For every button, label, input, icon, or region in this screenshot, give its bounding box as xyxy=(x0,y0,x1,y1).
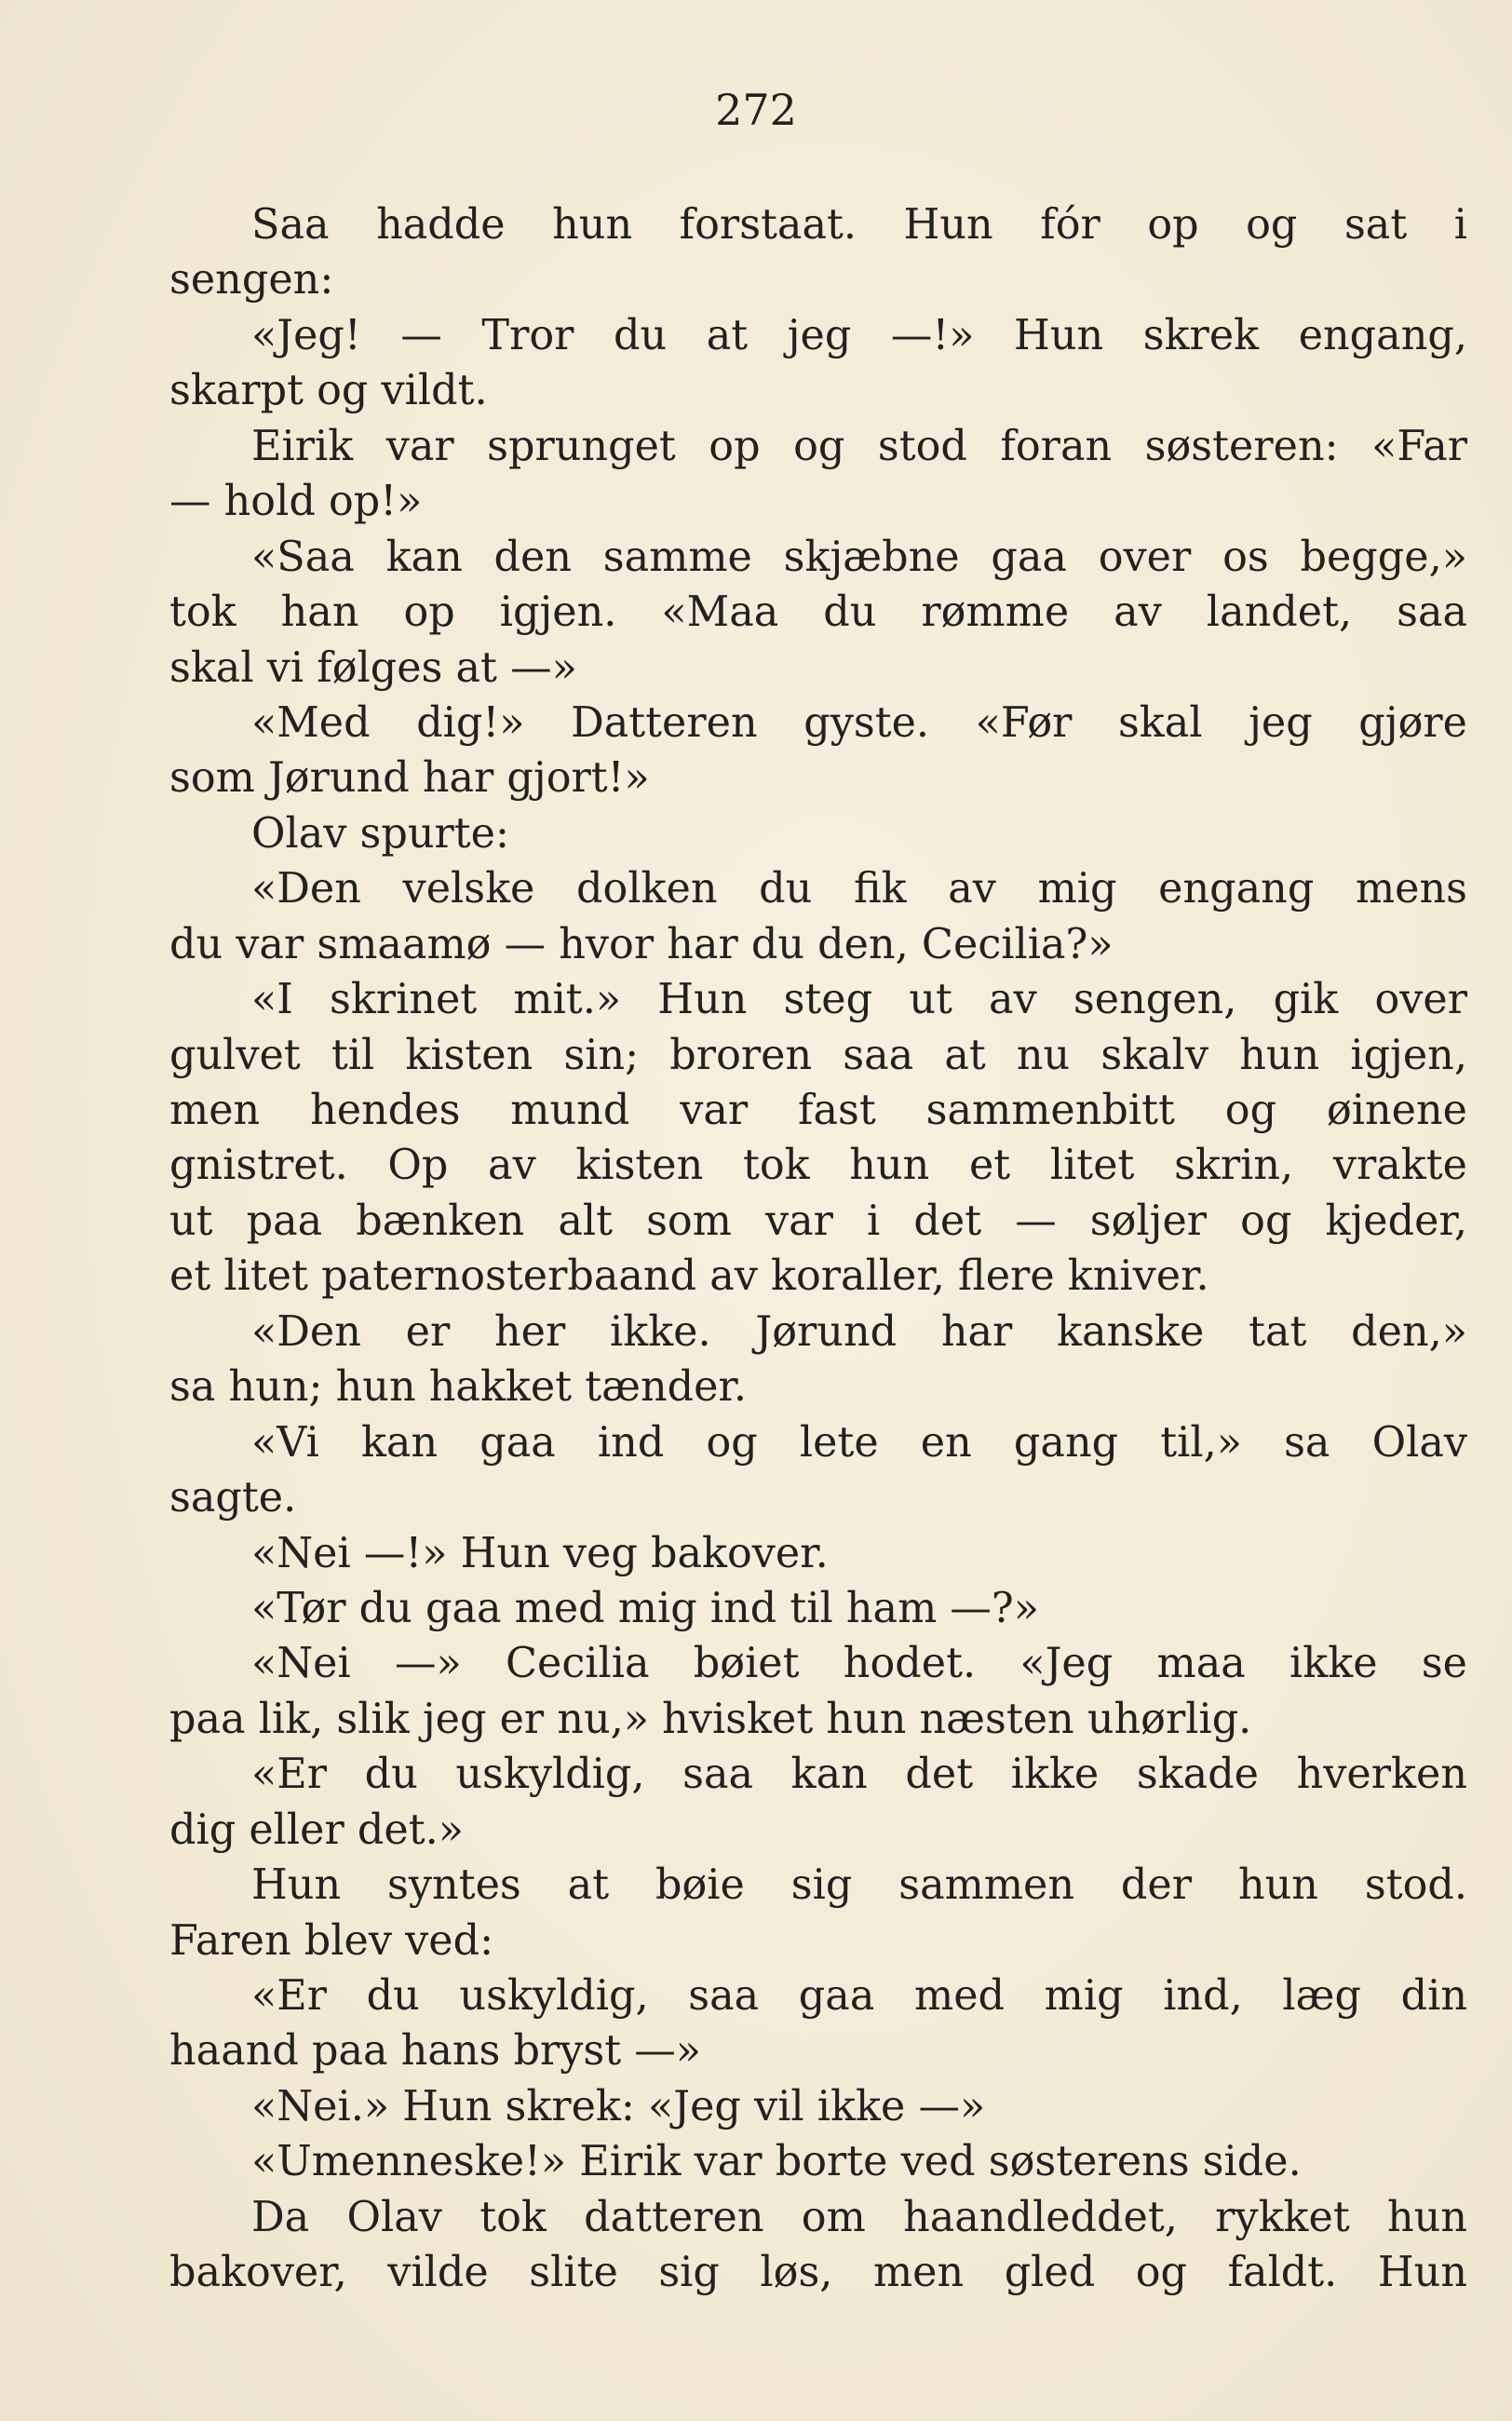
text-line: — hold op!» xyxy=(169,478,423,526)
text-line: dig eller det.» xyxy=(169,1806,464,1854)
text-line: skal vi følges at —» xyxy=(169,643,577,692)
body-text xyxy=(169,197,1467,2301)
text-line: et litet paternosterbaand av koraller, flere kniver. xyxy=(169,1252,1209,1301)
text-line: sagte. xyxy=(169,1474,297,1522)
text-line: haand paa hans bryst —» xyxy=(169,2027,702,2076)
text-line: «Er du uskyldig, saa gaa med mig ind, læg din xyxy=(251,1972,1467,2020)
text-line: «Med dig!» Datteren gyste. «Før skal jeg gjøre xyxy=(251,698,1467,747)
text-line: Hun syntes at bøie sig sammen der hun stod. xyxy=(251,1861,1467,1910)
text-line: «Nei —!» Hun veg bakover. xyxy=(251,1529,829,1577)
text-line: «Nei —» Cecilia bøiet hodet. «Jeg maa ikke se xyxy=(251,1640,1467,1688)
text-line: «Umenneske!» Eirik var borte ved søsterens side. xyxy=(251,2138,1302,2186)
text-line: «Saa kan den samme skjæbne gaa over os begge,» xyxy=(251,533,1467,581)
text-line: som Jørund har gjort!» xyxy=(169,754,650,803)
text-line: bakover, vilde slite sig løs, men gled og faldt. Hun xyxy=(169,2249,1467,2297)
text-line: Eirik var sprunget op og stod foran søsteren: «Far xyxy=(251,422,1467,470)
text-line: «Nei.» Hun skrek: «Jeg vil ikke —» xyxy=(251,2082,986,2130)
text-line: sa hun; hun hakket tænder. xyxy=(169,1363,747,1412)
text-line: men hendes mund var fast sammenbitt og øinene xyxy=(169,1087,1467,1134)
text-line: skarpt og vildt. xyxy=(169,367,488,415)
text-line: Da Olav tok datteren om haandleddet, rykket hun xyxy=(251,2193,1467,2241)
text-line: «Vi kan gaa ind og lete en gang til,» sa Olav xyxy=(251,1418,1467,1467)
text-line: paa lik, slik jeg er nu,» hvisket hun næsten uhørlig. xyxy=(169,1695,1252,1743)
text-line: gnistret. Op av kisten tok hun et litet skrin, vrakte xyxy=(169,1142,1467,1190)
text-line: «Den velske dolken du fik av mig engang mens xyxy=(251,865,1467,913)
text-line: Saa hadde hun forstaat. Hun fór op og sat i xyxy=(251,201,1467,249)
text-line: «Tør du gaa med mig ind til ham —?» xyxy=(251,1584,1039,1632)
text-line: sengen: xyxy=(169,256,334,304)
text-line: ut paa bænken alt som var i det — søljer og kjeder, xyxy=(169,1197,1467,1245)
text-line: Faren blev ved: xyxy=(169,1916,494,1965)
text-line: «Er du uskyldig, saa kan det ikke skade hverken xyxy=(251,1751,1467,1799)
text-line: du var smaamø — hvor har du den, Cecilia?» xyxy=(169,920,1114,968)
page-number: 272 xyxy=(715,85,797,135)
text-line: Olav spurte: xyxy=(251,809,509,858)
text-line: «Den er her ikke. Jørund har kanske tat den,» xyxy=(251,1307,1467,1356)
text-line: «I skrinet mit.» Hun steg ut av sengen, gik over xyxy=(251,976,1467,1024)
text-line: «Jeg! — Tror du at jeg —!» Hun skrek engang, xyxy=(251,311,1467,359)
text-line: tok han op igjen. «Maa du rømme av landet, saa xyxy=(169,588,1467,637)
text-line: gulvet til kisten sin; broren saa at nu skalv hun igjen, xyxy=(169,1031,1467,1079)
